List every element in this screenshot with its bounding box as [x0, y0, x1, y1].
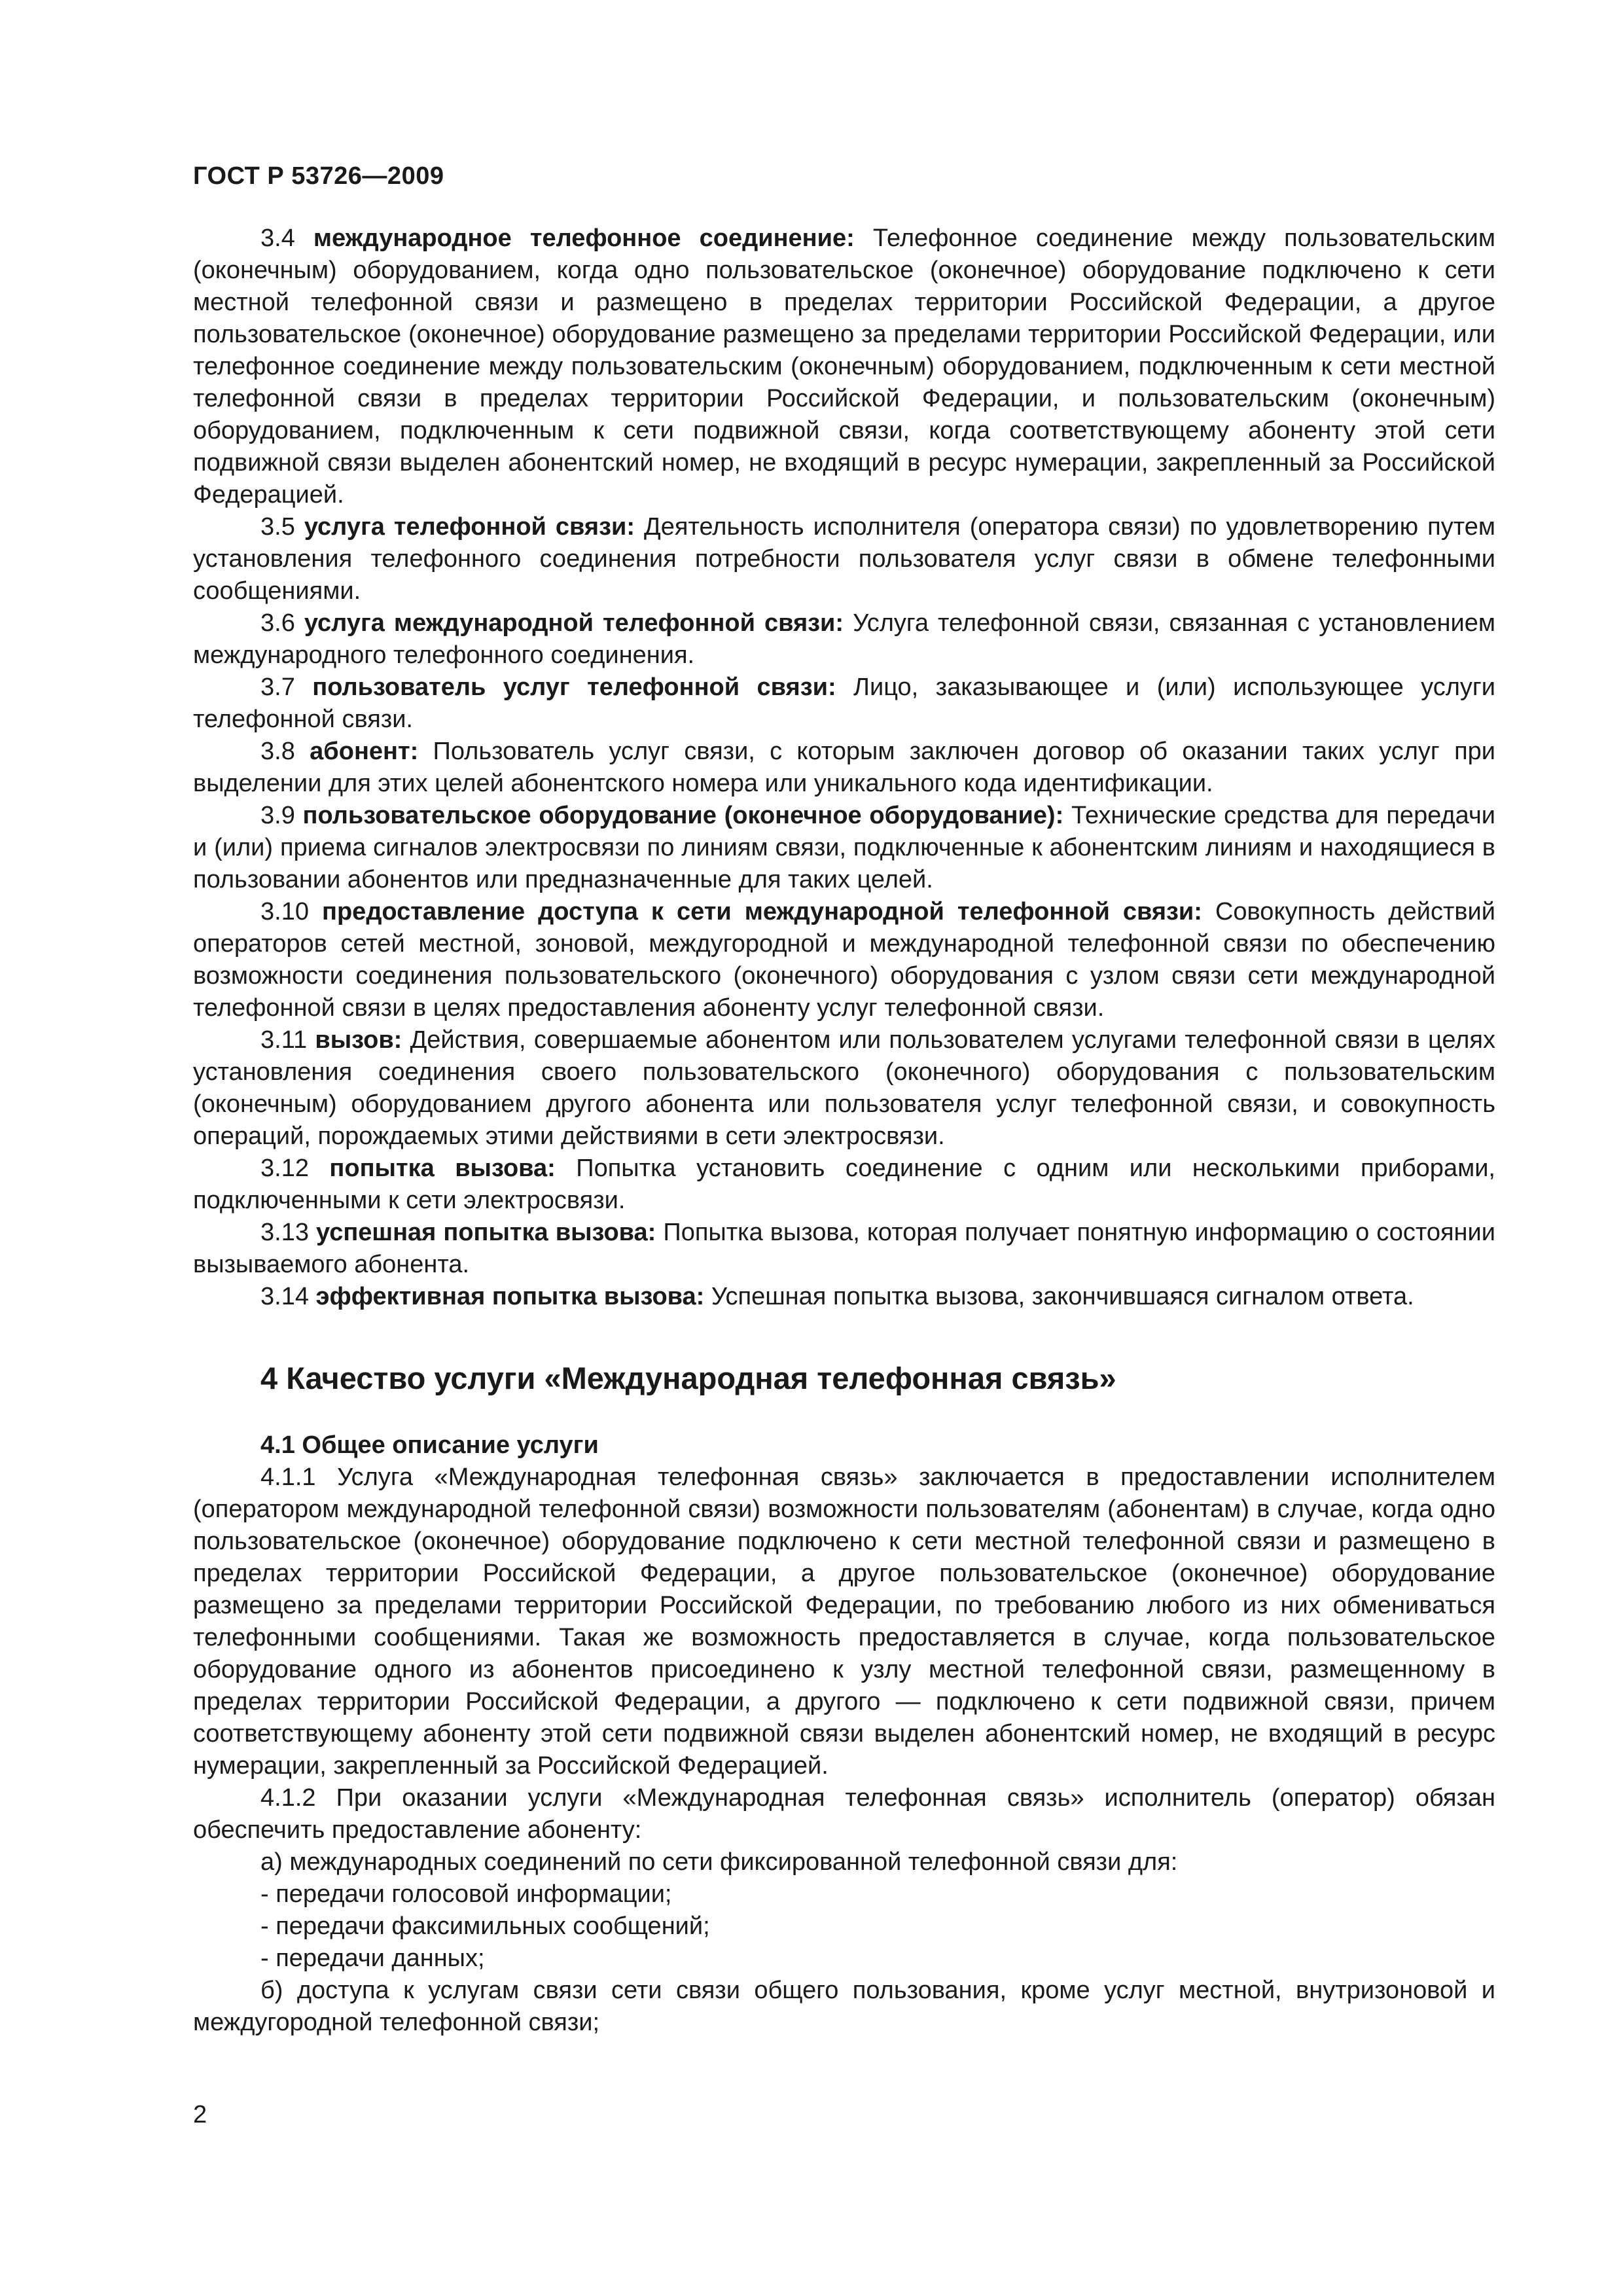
- definition-term: услуга международной телефонной связи:: [304, 609, 844, 637]
- page-number: 2: [193, 2101, 207, 2128]
- definition-text: Совокупность действий операторов сетей местной, зоновой, междугородной и международной телефонной связи по обеспечению возможности соединения пользовательского (оконечного) оборудования с узлом связи сети международной телефонной связи в целях предоставления абоненту услуг телефонной связи.: [193, 898, 1496, 1022]
- definition-number: 3.13: [260, 1219, 309, 1246]
- definition-term: пользовательское оборудование (оконечное оборудование):: [302, 802, 1064, 829]
- definition-number: 3.4: [260, 224, 295, 252]
- definition-3-11: [193, 1024, 1495, 1153]
- section-title: 4 Качество услуги «Международная телефонная связь»: [260, 1361, 1116, 1395]
- definition-3-7: [193, 672, 1495, 736]
- definition-text: Технические средства для передачи и (или) приема сигналов электросвязи по линиям связи, подключенные к абонентским линиям и находящиеся в пользовании абонентов или предназначенные для таких целей.: [193, 802, 1495, 893]
- definition-number: 3.14: [260, 1283, 309, 1310]
- definition-3-13: [193, 1217, 1495, 1281]
- definition-term: вызов:: [315, 1026, 402, 1054]
- definition-number: 3.5: [260, 513, 295, 541]
- definition-3-14: [193, 1281, 1495, 1313]
- definition-text: Телефонное соединение между пользовательским (оконечным) оборудованием, когда одно пользовательское (оконечное) оборудование подключено к сети местной телефонной связи и размещено в пределах территории Российской Федерации, а другое пользовательское (оконечное) оборудование размещено за пределами территории Российской Федерации, или телефонное соединение между пользовательским (оконечным) оборудованием, подключенным к сети местной телефонной связи в пределах территории Российской Федерации, и пользовательским (оконечным) оборудованием, подключенным к сети подвижной связи, когда соответствующему абоненту этой сети подвижной связи выделен абонентский номер, не входящий в ресурс нумерации, закрепленный за Российской Федерацией.: [193, 224, 1496, 509]
- page-content: [193, 223, 1495, 2039]
- definition-3-8: [193, 736, 1495, 800]
- definition-term: абонент:: [310, 738, 419, 765]
- definition-text: Успешная попытка вызова, закончившаяся сигналом ответа.: [711, 1283, 1414, 1310]
- definition-3-10: [193, 896, 1495, 1024]
- definition-text: Попытка вызова, которая получает понятную информацию о состоянии вызываемого абонента.: [193, 1219, 1495, 1278]
- dash-item: - передачи голосовой информации;: [260, 1880, 672, 1908]
- definition-term: пользователь услуг телефонной связи:: [312, 673, 836, 701]
- definition-term: успешная попытка вызова:: [316, 1219, 656, 1246]
- document-header: ГОСТ Р 53726—2009: [193, 162, 444, 190]
- definitions-list: [193, 223, 1495, 1313]
- definition-3-6: [193, 607, 1495, 672]
- definition-number: 3.11: [260, 1026, 308, 1054]
- definition-term: международное телефонное соединение:: [313, 224, 855, 252]
- definition-term: предоставление доступа к сети международной телефонной связи:: [322, 898, 1202, 925]
- definition-number: 3.6: [260, 609, 295, 637]
- definition-3-9: [193, 800, 1495, 896]
- definition-term: услуга телефонной связи:: [304, 513, 635, 541]
- paragraph-4-1-1: 4.1.1 Услуга «Международная телефонная связь» заключается в предоставлении исполнителем (оператором международной телефонной связи) возможности пользователям (абонентам) в случае, когда одно пользовательское (оконечное) оборудование подключено к сети местной телефонной связи и размещено в пределах территории Российской Федерации, а другое пользовательское (оконечное) оборудование размещено за пределами территории Российской Федерации, по требованию любого из них обмениваться телефонными сообщениями. Такая же возможность предоставляется в случае, когда пользовательское оборудование одного из абонентов присоединено к узлу местной телефонной связи, размещенному в пределах территории Российской Федерации, а другого — подключено к сети подвижной связи, причем соответствующему абоненту этой сети подвижной связи выделен абонентский номер, не входящий в ресурс нумерации, закрепленный за Российской Федерацией.: [193, 1463, 1495, 1780]
- definition-3-4: [193, 223, 1495, 511]
- definition-term: попытка вызова:: [329, 1155, 556, 1182]
- definition-number: 3.7: [260, 673, 295, 701]
- definition-text: Услуга телефонной связи, связанная с установлением международного телефонного соединения.: [193, 609, 1496, 669]
- dash-item: - передачи факсимильных сообщений;: [260, 1912, 710, 1940]
- paragraph-4-1-2: 4.1.2 При оказании услуги «Международная телефонная связь» исполнитель (оператор) обязан обеспечить предоставление абоненту:: [193, 1784, 1495, 1844]
- definition-term: эффективная попытка вызова:: [315, 1283, 705, 1310]
- subsection-title: 4.1 Общее описание услуги: [260, 1431, 599, 1459]
- definition-number: 3.10: [260, 898, 309, 925]
- dash-item: - передачи данных;: [260, 1945, 485, 1972]
- definition-number: 3.12: [260, 1155, 309, 1182]
- definition-number: 3.8: [260, 738, 295, 765]
- definition-text: Попытка установить соединение с одним или несколькими приборами, подключенными к сети электросвязи.: [193, 1155, 1495, 1214]
- definition-text: Пользователь услуг связи, с которым заключен договор об оказании таких услуг при выделении для этих целей абонентского номера или уникального кода идентификации.: [193, 738, 1496, 797]
- definition-3-5: [193, 511, 1495, 607]
- definition-text: Деятельность исполнителя (оператора связи) по удовлетворению путем установления телефонного соединения потребности пользователя услуг связи в обмене телефонными сообщениями.: [193, 513, 1495, 605]
- definition-text: Лицо, заказывающее и (или) использующее услуги телефонной связи.: [193, 673, 1496, 733]
- definition-number: 3.9: [260, 802, 295, 829]
- definition-text: Действия, совершаемые абонентом или пользователем услугами телефонной связи в целях установления соединения своего пользовательского (оконечного) оборудования с пользовательским (оконечным) оборудованием другого абонента или пользователя услуг телефонной связи, и совокупность операций, порождаемых этими действиями в сети электросвязи.: [193, 1026, 1496, 1150]
- list-item-a: а) международных соединений по сети фиксированной телефонной связи для:: [260, 1848, 1178, 1876]
- list-item-b: б) доступа к услугам связи сети связи общего пользования, кроме услуг местной, внутризоновой и междугородной телефонной связи;: [193, 1977, 1495, 2036]
- definition-3-12: [193, 1153, 1495, 1217]
